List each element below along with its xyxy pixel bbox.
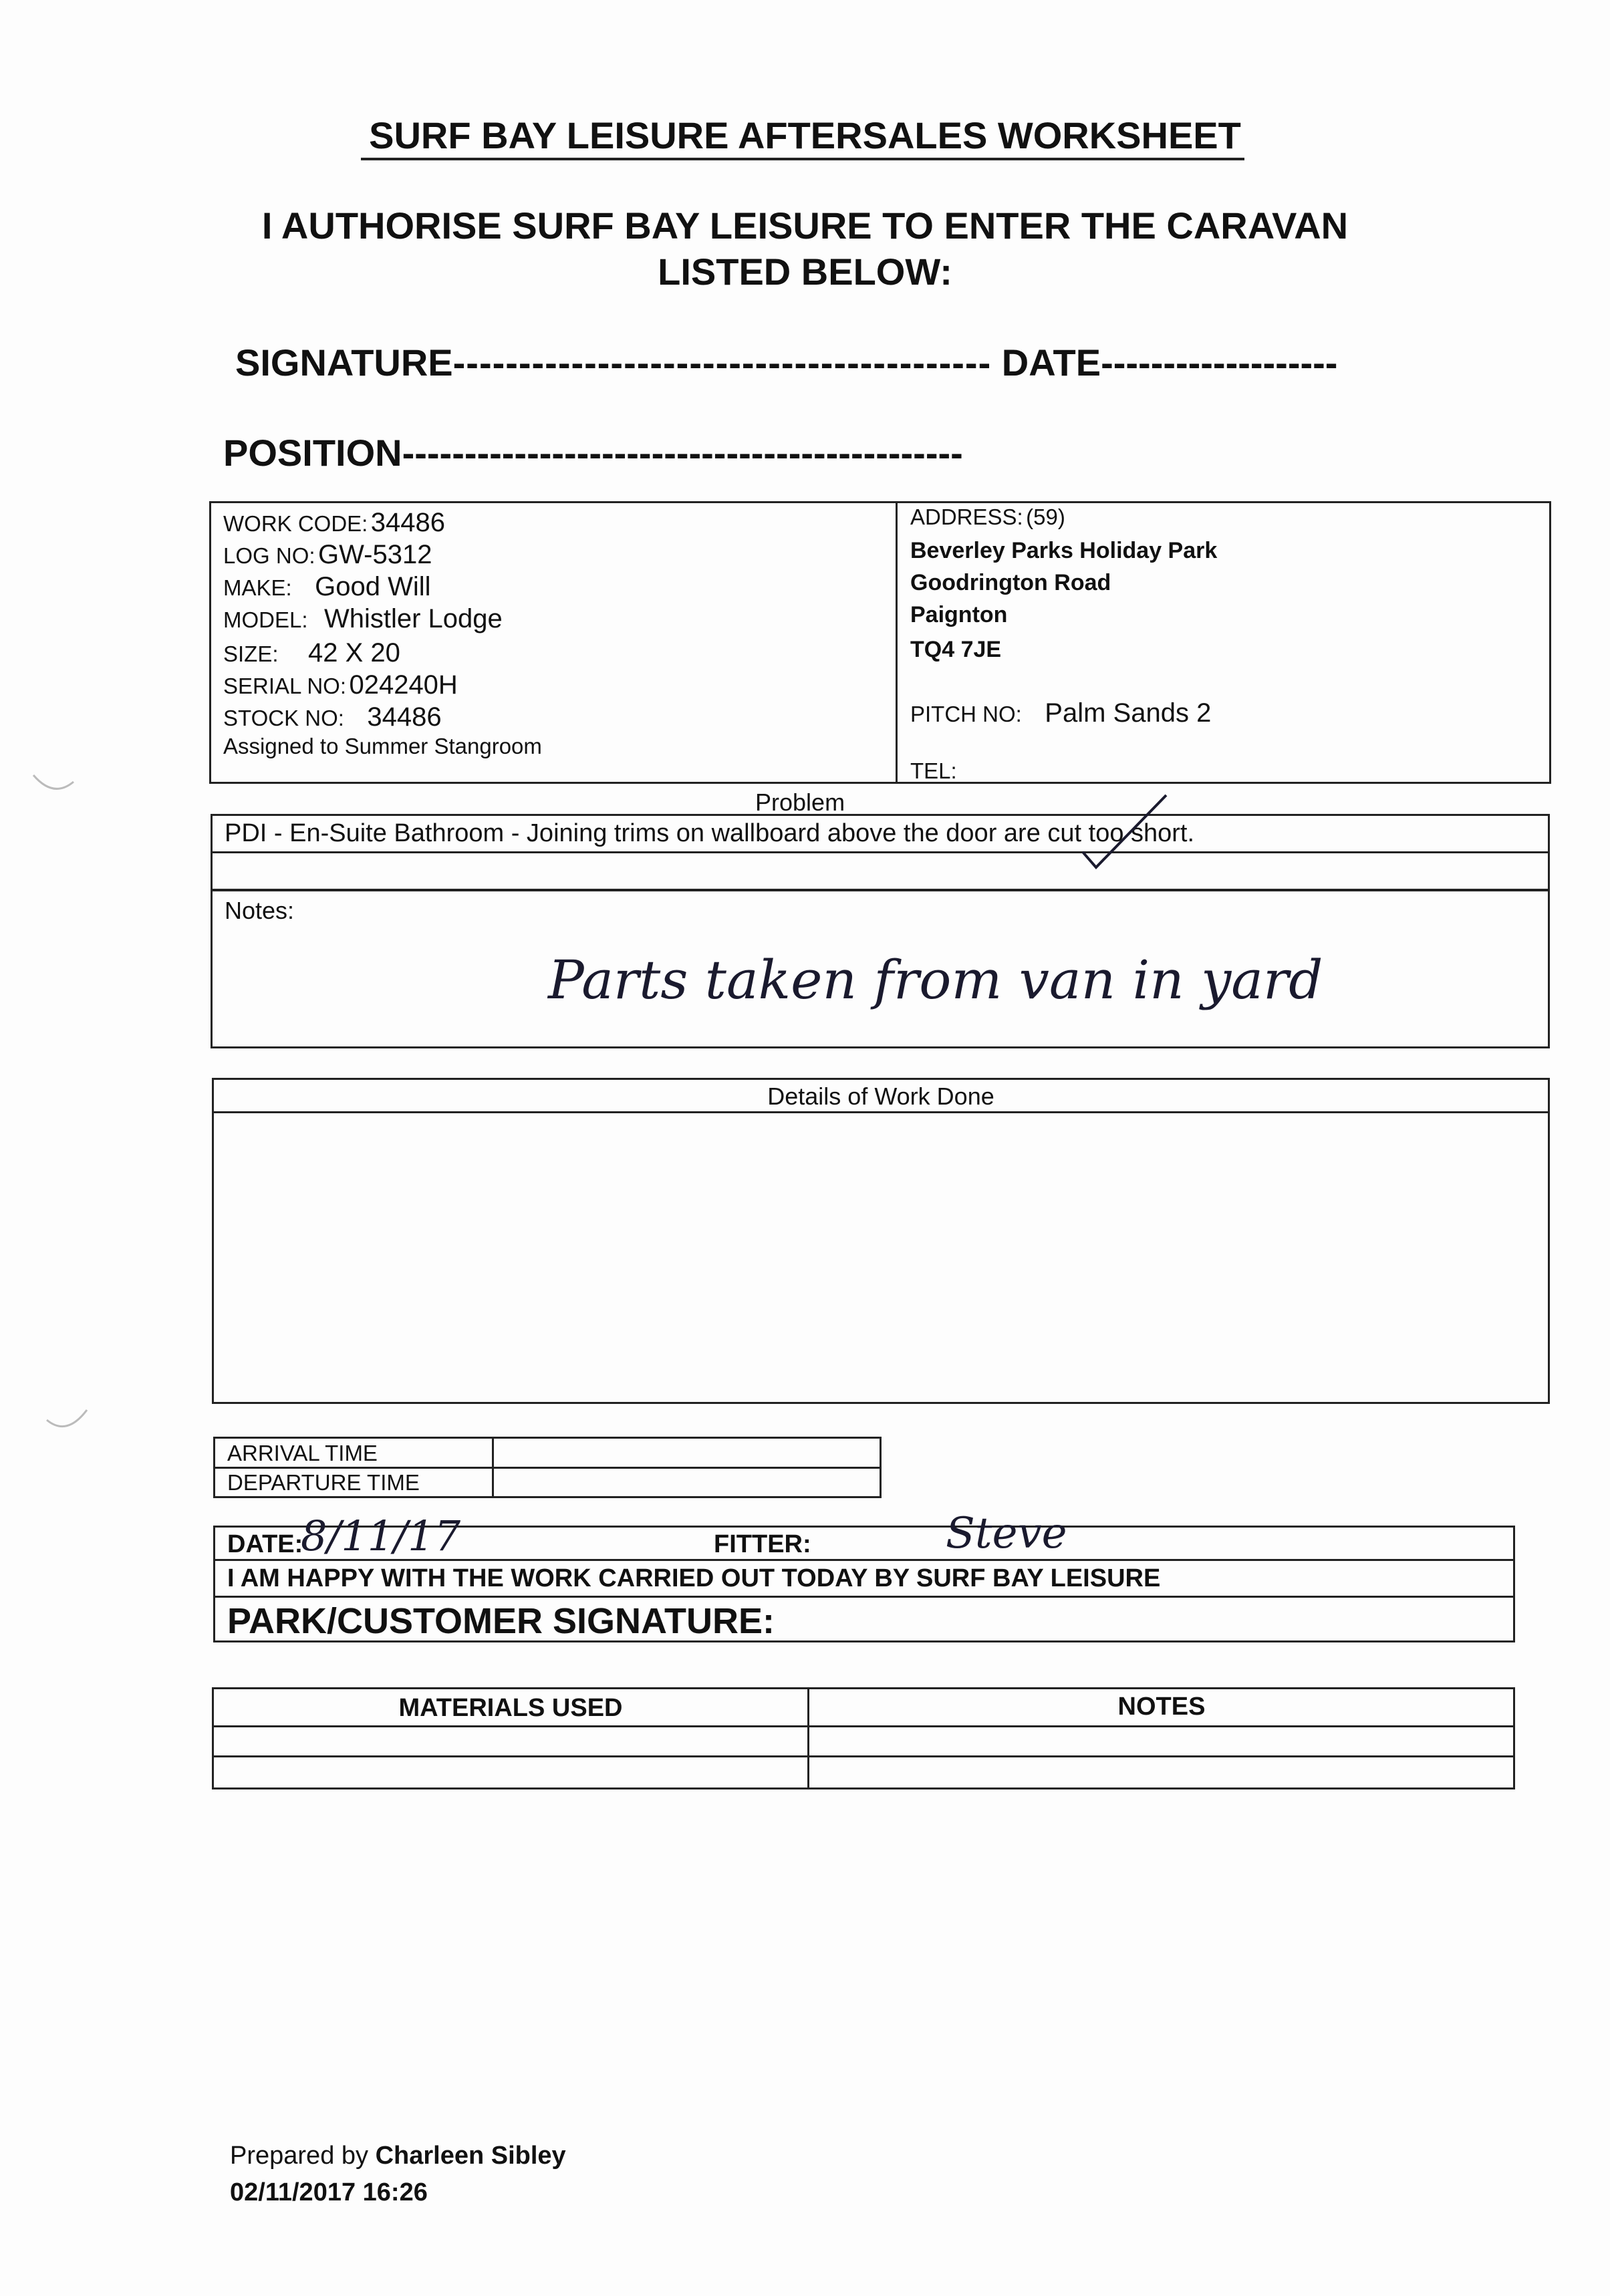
position-row	[223, 431, 963, 474]
departure-label: DEPARTURE TIME	[227, 1470, 420, 1495]
address-line-4: TQ4 7JE	[910, 637, 1002, 662]
work-done-box	[212, 1078, 1550, 1404]
problem-header: Problem	[755, 788, 845, 816]
pitch-row	[910, 698, 1211, 728]
signature-dashes: -----------------------------------------	[452, 341, 992, 384]
model-label: MODEL:	[223, 607, 308, 632]
date-label: DATE	[1001, 341, 1101, 384]
punch-hole-icon	[40, 1390, 94, 1443]
authorise-line-2: LISTED BELOW:	[658, 251, 952, 293]
arrival-label: ARRIVAL TIME	[227, 1441, 378, 1465]
serial-label: SERIAL NO:	[223, 674, 346, 698]
serial-value: 024240H	[349, 670, 458, 700]
log-no-row	[223, 540, 432, 570]
log-no-value: GW-5312	[317, 540, 432, 569]
size-row	[223, 638, 400, 668]
notes-header: NOTES	[1117, 1693, 1206, 1721]
work-code-value: 34486	[370, 508, 446, 537]
date-dashes: -------------------	[1101, 341, 1338, 384]
address-line-2: Goodrington Road	[910, 570, 1111, 595]
title-underline	[361, 158, 1244, 160]
stock-row	[223, 702, 442, 732]
model-row	[223, 604, 503, 634]
fitter-handwriting: Steve	[946, 1509, 1067, 1558]
prepared-name: Charleen Sibley	[375, 2142, 566, 2170]
size-value: 42 X 20	[307, 638, 400, 668]
work-done-header: Details of Work Done	[767, 1083, 994, 1110]
assigned-text: Assigned to Summer Stangroom	[223, 734, 542, 758]
work-code-label: WORK CODE:	[223, 511, 368, 536]
prepared-by	[230, 2142, 566, 2170]
signoff-divider-2	[215, 1596, 1514, 1598]
times-col-divider	[492, 1438, 494, 1497]
position-label: POSITION	[223, 432, 402, 474]
problem-text: PDI - En-Suite Bathroom - Joining trims on wallboard above the door are cut too short.	[225, 819, 1195, 847]
size-label: SIZE:	[223, 641, 279, 666]
serial-row	[223, 670, 458, 700]
signature-label: SIGNATURE	[235, 341, 453, 384]
prepared-datetime: 02/11/2017 16:26	[230, 2178, 428, 2206]
materials-used-header: MATERIALS USED	[398, 1694, 623, 1722]
unit-box-divider	[896, 503, 898, 783]
authorise-line-1: I AUTHORISE SURF BAY LEISURE TO ENTER THE CARAVAN	[261, 204, 1349, 247]
notes-label: Notes:	[225, 897, 295, 924]
signature-row	[235, 341, 1337, 384]
problem-divider	[212, 851, 1549, 853]
materials-row-line-1	[213, 1725, 1514, 1727]
signoff-date-label: DATE:	[227, 1530, 303, 1558]
punch-hole-icon	[27, 748, 80, 802]
times-divider	[215, 1467, 880, 1469]
pitch-label: PITCH NO:	[910, 702, 1022, 726]
position-dashes: ---------------------------------------------	[402, 432, 963, 474]
model-value: Whistler Lodge	[323, 604, 503, 633]
fitter-label: FITTER:	[714, 1530, 811, 1558]
log-no-label: LOG NO:	[223, 543, 315, 568]
signoff-date-handwriting: 8/11/17	[301, 1512, 461, 1560]
address-label: ADDRESS:	[910, 505, 1023, 529]
work-done-divider	[213, 1111, 1549, 1113]
address-line-3: Paignton	[910, 602, 1008, 627]
address-number: (59)	[1026, 505, 1065, 529]
prepared-prefix: Prepared by	[230, 2142, 369, 2170]
address-row	[910, 505, 1065, 530]
make-value: Good Will	[315, 572, 431, 601]
materials-row-line-2	[213, 1755, 1514, 1757]
notes-handwriting: Parts taken from van in yard	[548, 949, 1323, 1011]
happy-statement: I AM HAPPY WITH THE WORK CARRIED OUT TODAY BY SURF BAY LEISURE	[227, 1564, 1161, 1592]
make-row	[223, 572, 431, 602]
tel-label: TEL:	[910, 758, 957, 783]
stock-value: 34486	[367, 702, 442, 732]
work-code-row	[223, 508, 445, 538]
page-title: SURF BAY LEISURE AFTERSALES WORKSHEET	[369, 114, 1241, 156]
tick-mark-icon	[1076, 788, 1176, 875]
make-label: MAKE:	[223, 575, 292, 600]
address-line-1: Beverley Parks Holiday Park	[910, 538, 1218, 563]
stock-label: STOCK NO:	[223, 706, 344, 730]
customer-signature-label: PARK/CUSTOMER SIGNATURE:	[227, 1601, 775, 1641]
pitch-value: Palm Sands 2	[1045, 698, 1212, 728]
